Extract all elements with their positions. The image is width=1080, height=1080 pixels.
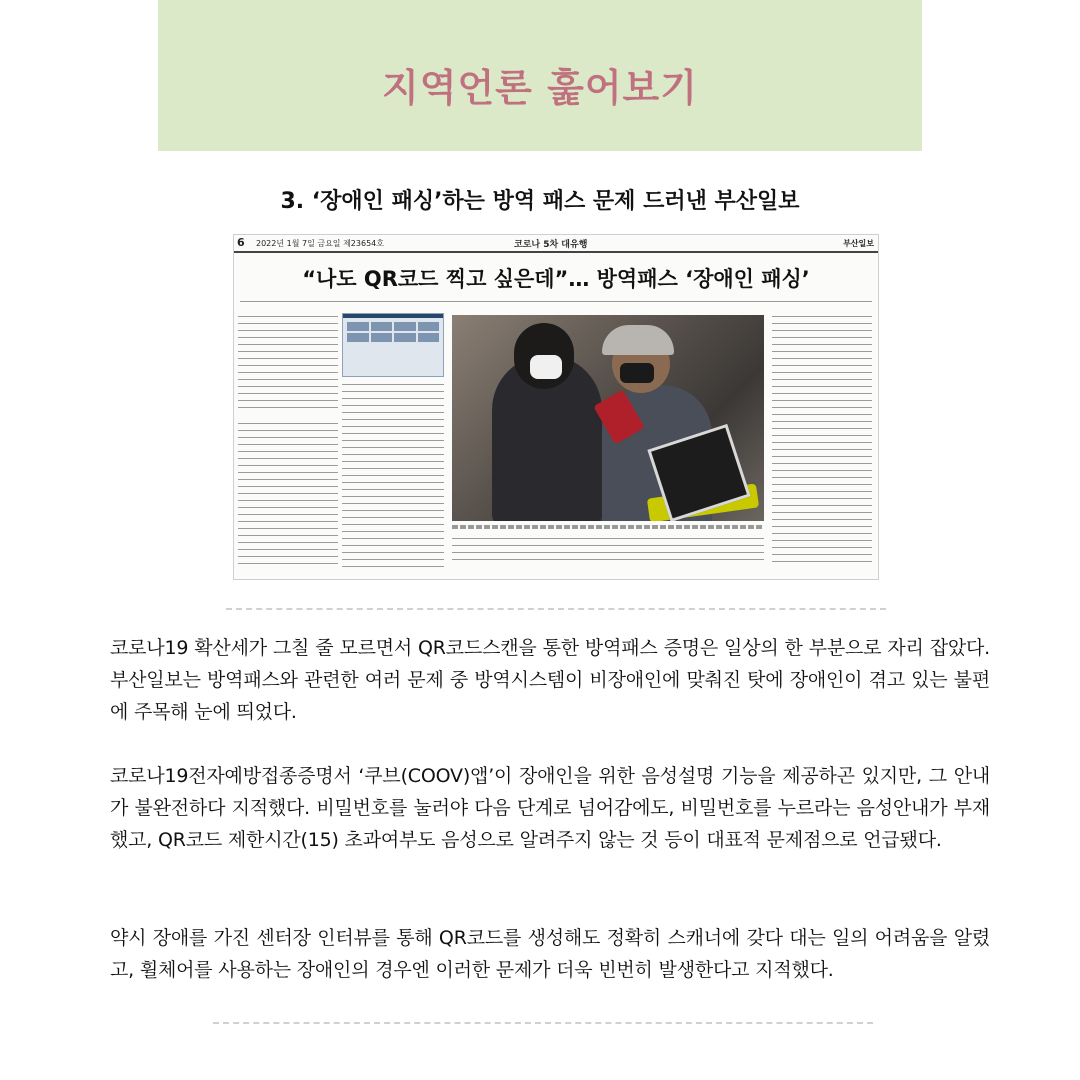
photo-icon (452, 315, 764, 521)
clipping-rule (240, 301, 872, 302)
clipping-deck-text (238, 313, 338, 413)
clipping-column-left (238, 420, 338, 570)
paragraph-3: 약시 장애를 가진 센터장 인터뷰를 통해 QR코드를 생성해도 정확히 스캐너에 갖다 대는 일의 어려움을 알렸고, 휠체어를 사용하는 장애인의 경우엔 이러한 문제가 더욱 빈번히 발생한다고 지적했다. (110, 927, 990, 981)
photo-caption (452, 525, 764, 529)
clipping-paper-name: 부산일보 (843, 239, 874, 248)
divider-top (226, 608, 886, 610)
clipping-column-bottom (452, 535, 764, 563)
header-band (158, 0, 922, 151)
infobox-cells (343, 318, 443, 346)
clipping-page-number: 6 (237, 236, 245, 249)
section-subtitle: 3. ‘장애인 패싱’하는 방역 패스 문제 드러낸 부산일보 (280, 189, 800, 214)
clipping-masthead (234, 235, 878, 253)
clipping-section: 코로나 5차 대유행 (514, 240, 588, 250)
clipping-headline: “나도 QR코드 찍고 싶은데”… 방역패스 ‘장애인 패싱’ (302, 267, 810, 291)
clipping-date: 2022년 1월 7일 금요일 제23654호 (256, 239, 384, 248)
paragraph-1: 코로나19 확산세가 그칠 줄 모르면서 QR코드스캔을 통한 방역패스 증명은 일상의 한 부분으로 자리 잡았다. 부산일보는 방역패스와 관련한 여러 문제 중 방역시스템이 비장애인에 맞춰진 탓에 장애인이 겪고 있는 불편에 주목해 눈에 띄었다. (110, 637, 990, 723)
clipping-column-middle (342, 381, 444, 571)
newspaper-clipping (233, 234, 879, 580)
page-title: 지역언론 훑어보기 (382, 66, 698, 110)
clipping-column-right (772, 313, 872, 563)
divider-bottom (213, 1022, 873, 1024)
paragraph-2: 코로나19전자예방접종증명서 ‘쿠브(COOV)앱’이 장애인을 위한 음성설명 기능을 제공하곤 있지만, 그 안내가 불완전하다 지적했다. 비밀번호를 눌러야 다음 단계로 넘어감에도, 비밀번호를 누르라는 음성안내가 부재했고, QR코드 제한시간(15) 초과여부도 음성으로 알려주지 않는 것 등이 대표적 문제점으로 언급됐다. (110, 765, 990, 851)
clipping-infobox (342, 313, 444, 377)
